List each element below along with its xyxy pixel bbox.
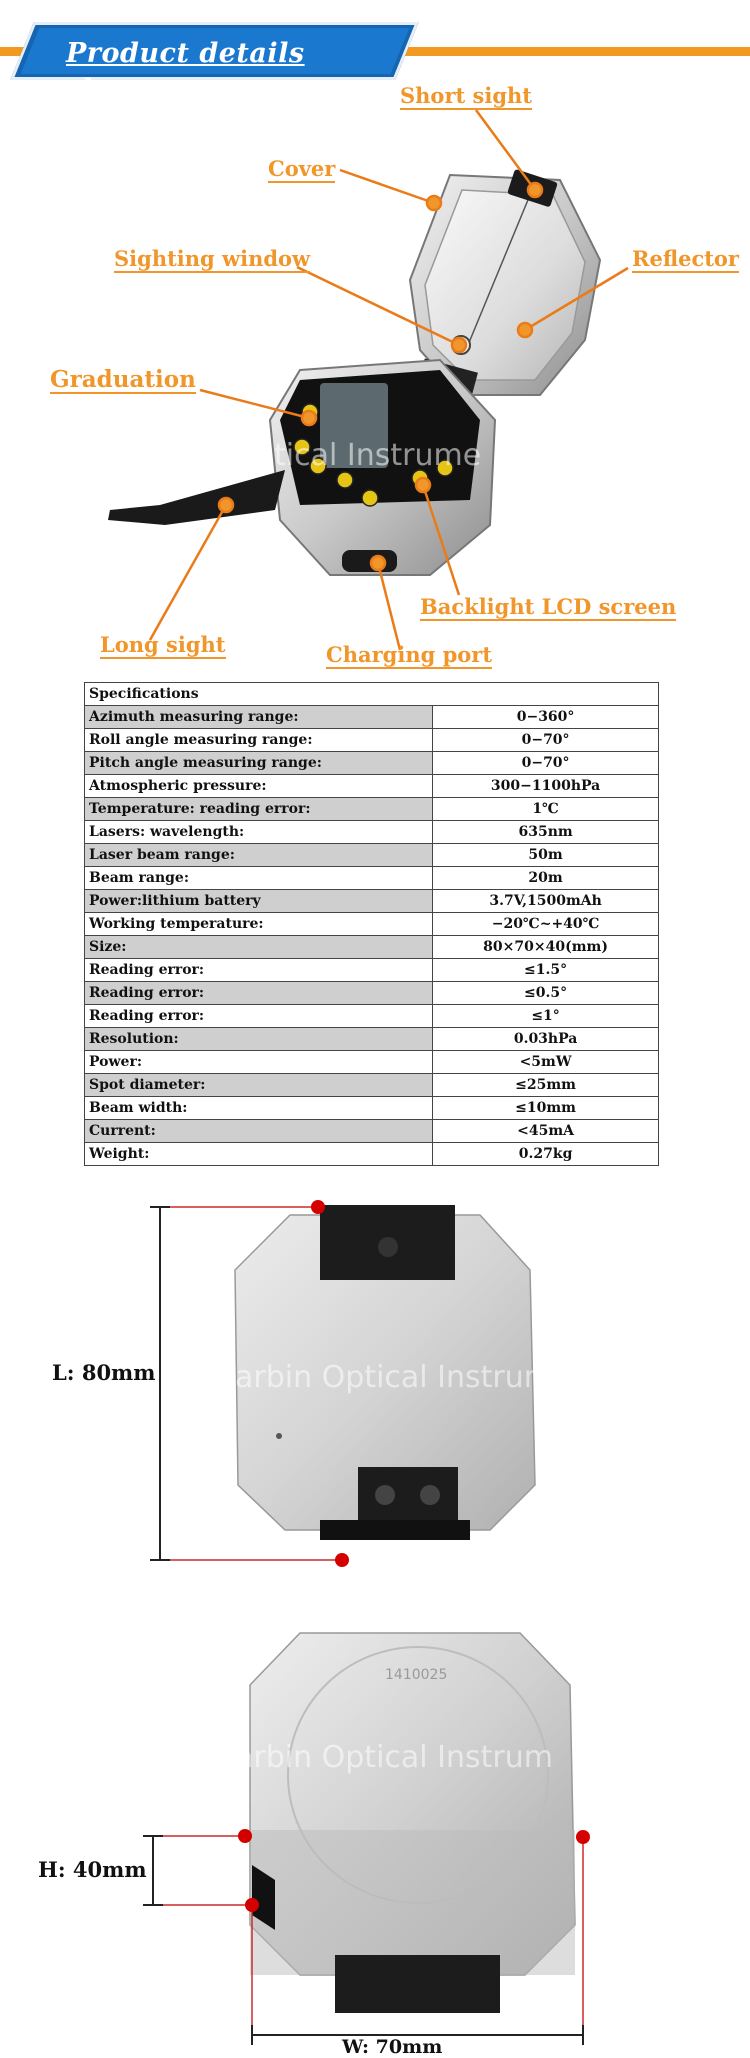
spec-row <box>85 1005 659 1028</box>
label-graduation: Graduation <box>50 366 196 393</box>
spec-value: 0−70° <box>433 729 659 752</box>
label-backlight-lcd: Backlight LCD screen <box>420 594 677 619</box>
front-view-illustration <box>0 1625 750 2055</box>
spec-key: Temperature: reading error: <box>85 798 433 821</box>
spec-row <box>85 844 659 867</box>
spec-value: 0−360° <box>433 706 659 729</box>
spec-key: Weight: <box>85 1143 433 1166</box>
spec-value: ≤1° <box>433 1005 659 1028</box>
width-marker-right <box>576 1830 590 1844</box>
label-sighting-window: Sighting window <box>114 246 311 271</box>
spec-key: Power:lithium battery <box>85 890 433 913</box>
spec-key: Lasers: wavelength: <box>85 821 433 844</box>
label-reflector: Reflector <box>632 246 739 271</box>
spec-value: <45mA <box>433 1120 659 1143</box>
spec-value: ≤25mm <box>433 1074 659 1097</box>
label-short-sight: Short sight <box>400 83 532 108</box>
spec-key: Beam range: <box>85 867 433 890</box>
spec-value: 0−70° <box>433 752 659 775</box>
spec-value: 0.03hPa <box>433 1028 659 1051</box>
spec-value: ≤10mm <box>433 1097 659 1120</box>
spec-row <box>85 913 659 936</box>
spec-value: 20m <box>433 867 659 890</box>
spec-key: Roll angle measuring range: <box>85 729 433 752</box>
spec-key: Atmospheric pressure: <box>85 775 433 798</box>
watermark-3: arbin Optical Instrum <box>235 1740 553 1775</box>
spec-value: 3.7V,1500mAh <box>433 890 659 913</box>
spec-row <box>85 821 659 844</box>
width-label: W: 70mm <box>338 2038 446 2056</box>
label-long-sight: Long sight <box>100 632 226 657</box>
spec-value: 0.27kg <box>433 1143 659 1166</box>
spec-value: 80×70×40(mm) <box>433 936 659 959</box>
label-charging-port: Charging port <box>326 642 493 667</box>
spec-key: Working temperature: <box>85 913 433 936</box>
spec-row <box>85 775 659 798</box>
spec-value: ≤1.5° <box>433 959 659 982</box>
spec-key: Spot diameter: <box>85 1074 433 1097</box>
spec-row <box>85 706 659 729</box>
spec-key: Size: <box>85 936 433 959</box>
spec-value: 1℃ <box>433 798 659 821</box>
charging-port <box>342 550 397 572</box>
spec-row <box>85 867 659 890</box>
spec-key: Pitch angle measuring range: <box>85 752 433 775</box>
specifications-title: Specifications <box>85 683 659 706</box>
length-marker-top <box>311 1200 325 1214</box>
spec-row <box>85 959 659 982</box>
serial-number: 1410025 <box>385 1667 448 1683</box>
watermark-2: arbin Optical Instrum <box>235 1360 553 1395</box>
length-label: L: 80mm <box>52 1360 156 1385</box>
spec-key: Current: <box>85 1120 433 1143</box>
spec-row <box>85 1120 659 1143</box>
front-bracket <box>335 1955 500 2013</box>
height-marker-bottom <box>245 1898 259 1912</box>
height-marker-top <box>238 1829 252 1843</box>
spec-key: Resolution: <box>85 1028 433 1051</box>
spec-row <box>85 1097 659 1120</box>
spec-key: Azimuth measuring range: <box>85 706 433 729</box>
spec-key: Beam width: <box>85 1097 433 1120</box>
height-label: H: 40mm <box>38 1857 147 1882</box>
watermark-1: ptical Instrume <box>255 438 482 473</box>
spec-value: <5mW <box>433 1051 659 1074</box>
specifications-table <box>84 682 659 1166</box>
spec-row <box>85 982 659 1005</box>
spec-row <box>85 1028 659 1051</box>
spec-value: −20℃~+40℃ <box>433 913 659 936</box>
spec-row <box>85 729 659 752</box>
label-cover: Cover <box>268 156 336 181</box>
spec-row <box>85 1143 659 1166</box>
spec-value: 50m <box>433 844 659 867</box>
spec-value: 300−1100hPa <box>433 775 659 798</box>
spec-row <box>85 936 659 959</box>
length-marker-bottom <box>335 1553 349 1567</box>
spec-key: Laser beam range: <box>85 844 433 867</box>
spec-value: 635nm <box>433 821 659 844</box>
spec-key: Reading error: <box>85 1005 433 1028</box>
spec-row <box>85 1074 659 1097</box>
spec-key: Reading error: <box>85 959 433 982</box>
long-sight <box>108 470 285 525</box>
spec-row <box>85 890 659 913</box>
spec-row <box>85 1051 659 1074</box>
spec-row <box>85 752 659 775</box>
spec-row <box>85 798 659 821</box>
spec-value: ≤0.5° <box>433 982 659 1005</box>
spec-key: Reading error: <box>85 982 433 1005</box>
spec-key: Power: <box>85 1051 433 1074</box>
banner-title: Product details show <box>66 38 305 105</box>
